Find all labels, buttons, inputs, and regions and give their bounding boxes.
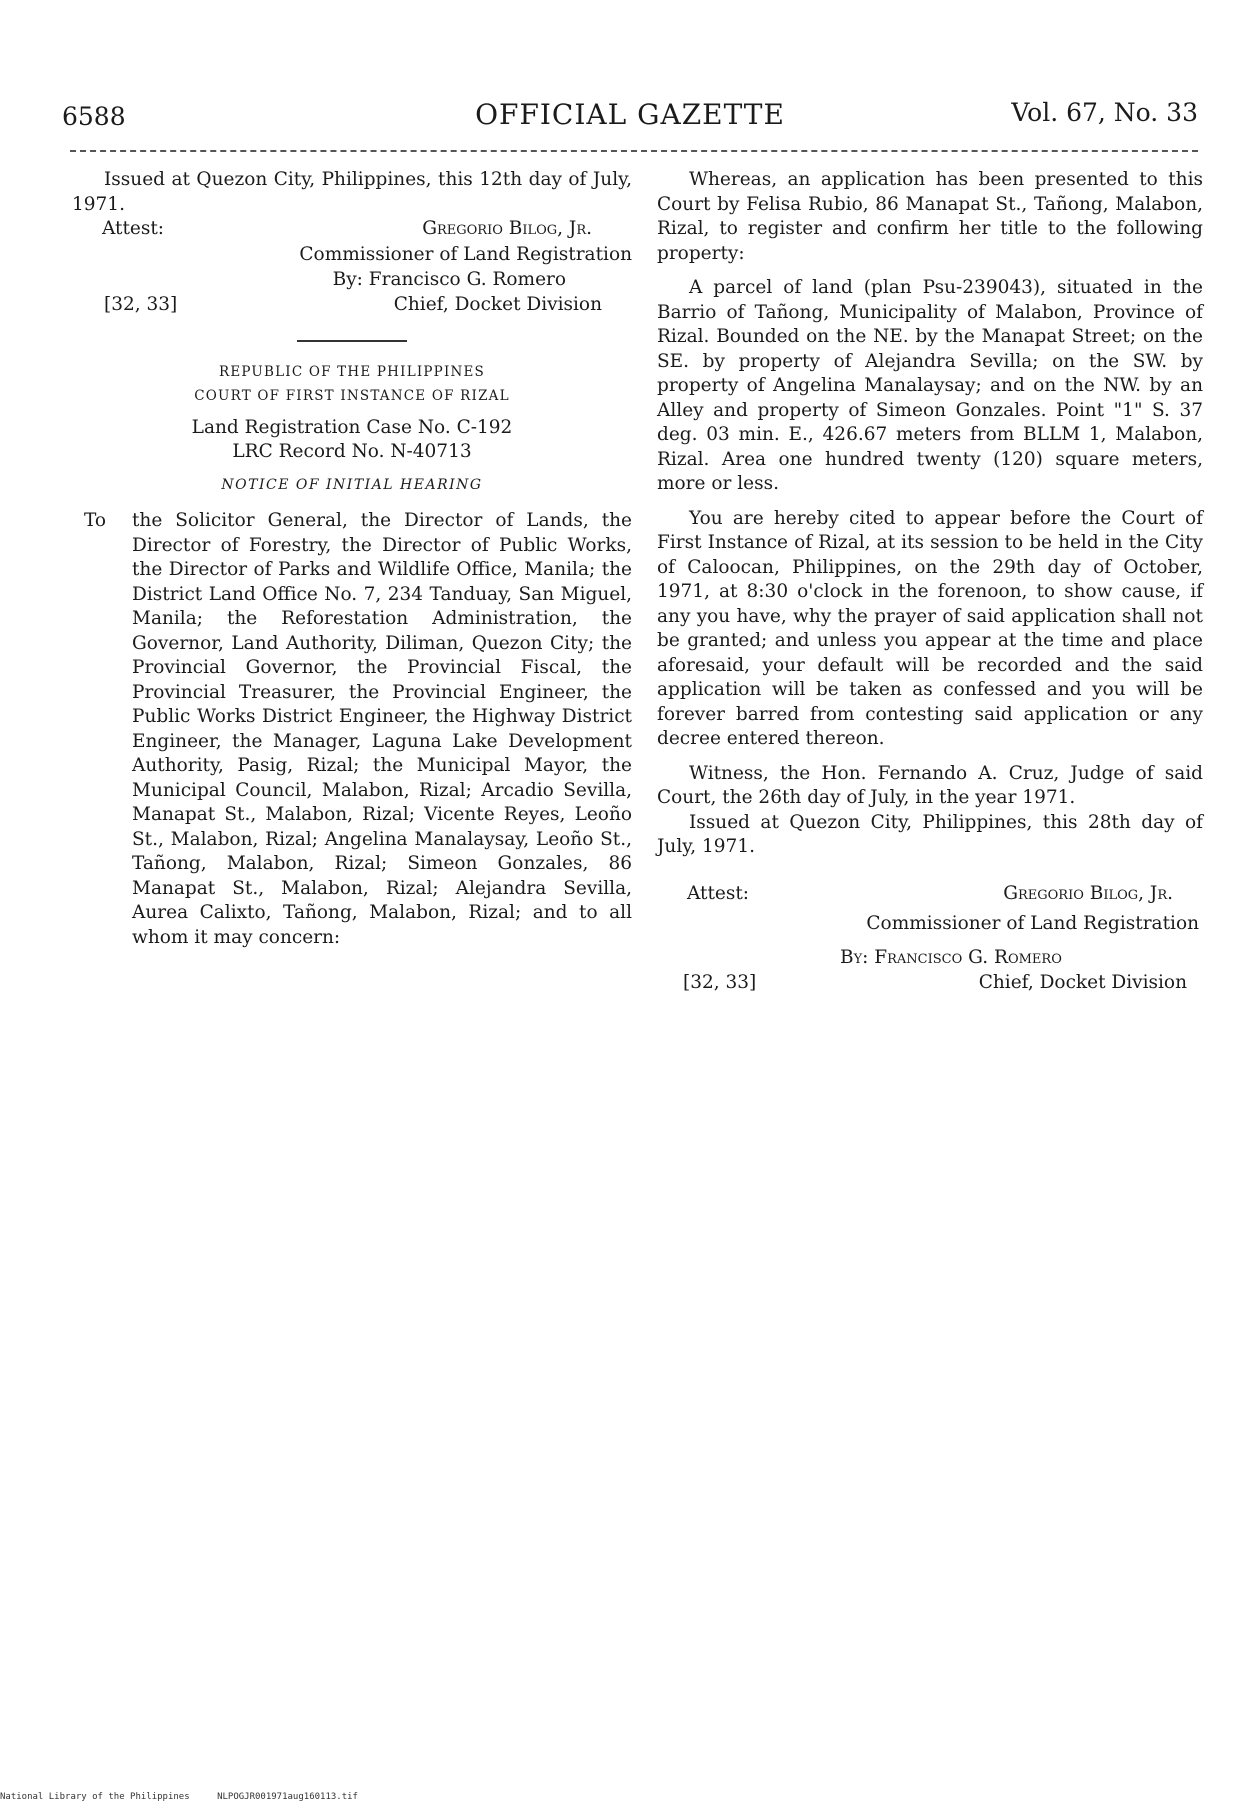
volume-number: Vol. 67, No. 33 [1011,98,1198,127]
left-column [72,168,632,950]
attest-label: Attest: [102,218,165,239]
header-rule [70,150,1198,152]
whereas-paragraph: Whereas, an application has been presented to this Court by Felisa Rubio, 86 Manapat St., Tañong, Malabon, Rizal, to register and confirm her title to the following property: [657,169,1203,264]
to-label: To [84,510,107,531]
commissioner-title: Commissioner of Land Registration [299,244,632,265]
issue-reference-right: [32, 33] [683,972,757,993]
attest-row-right [657,882,1203,912]
chief-row [72,293,632,318]
scan-footer [0,1792,380,1802]
commissioner-name: Gregorio Bilog, Jr. [422,218,592,239]
chief-title-right: Chief, Docket Division [978,972,1187,993]
citation-paragraph: You are hereby cited to appear before the Court of First Instance of Rizal, at its session to be held in the City of Caloocan, Philippines, on the 29th day of October, 1971, at 8:30 o'clock in the forenoon, to show cause, if any you have, why the prayer of said application shall not be granted; and unless you appear at the time and place aforesaid, your default will be recorded and the said application will be taken as confessed and you will be forever barred from contesting said application or any decree entered thereon. [657,507,1203,749]
page-header [62,96,1198,136]
commissioner-name-right: Gregorio Bilog, Jr. [1003,882,1173,904]
parcel-description: A parcel of land (plan Psu-239043), situated in the Barrio of Tañong, Municipality of Malabon, Province of Rizal. Bounded on the NE. by the Manapat Street; on the SE. by property of Alejandra Sevilla; on the SW. by property of Angelina Manalaysay; and on the NW. by an Alley and property of Simeon Gonzales. Point "1" S. 37 deg. 03 min. E., 426.67 meters from BLLM 1, Malabon, Rizal. Area one hundred twenty (120) square meters, more or less. [657,277,1203,494]
by-row-right [657,946,1203,971]
page-number: 6588 [62,102,126,131]
issued-statement-right: Issued at Quezon City, Philippines, this 28th day of July, 1971. [657,811,1203,857]
record-number: LRC Record No. N-40713 [232,441,472,462]
court-heading: COURT OF FIRST INSTANCE OF RIZAL [194,387,510,404]
issue-reference: [32, 33] [104,293,178,315]
by-line: By: Francisco G. Romero [332,268,566,290]
case-number: Land Registration Case No. C-192 [191,416,513,438]
witness-paragraph: Witness, the Hon. Fernando A. Cruz, Judge of said Court, the 26th day of July, in the year 1971. [657,762,1203,808]
chief-row-right [657,971,1203,996]
footer-source: National Library of the Philippines [0,1792,190,1802]
footer-file: NLPOGJR001971aug160113.tif [217,1792,358,1802]
right-column [657,168,1203,996]
commissioner-title-right: Commissioner of Land Registration [866,912,1199,934]
chief-title: Chief, Docket Division [393,293,602,315]
by-row [72,268,632,293]
publication-title: OFFICIAL GAZETTE [475,98,785,131]
attest-label-right: Attest: [687,882,750,904]
addressee-paragraph [72,509,632,950]
attest-row [72,217,632,243]
republic-heading: REPUBLIC OF THE PHILIPPINES [218,363,486,380]
issued-statement: Issued at Quezon City, Philippines, this 12th day of July, 1971. [72,169,632,215]
by-line-right: By: Francisco G. Romero [840,947,1062,968]
addressee-list: the Solicitor General, the Director of Lands, the Director of Forestry, the Director of Public Works, the Director of Parks and Wildlife Office, Manila; the District Land Office No. 7, 234 Tanduay, San Miguel, Manila; the Reforestation Administration, the Governor, Land Authority, Diliman, Quezon City; the Provincial Governor, the Provincial Fiscal, the Provincial Treasurer, the Provincial Engineer, the Public Works District Engineer, the Highway District Engineer, the Manager, Laguna Lake Development Authority, Pasig, Rizal; the Municipal Mayor, the Municipal Council, Malabon, Rizal; Arcadio Sevilla, Manapat St., Malabon, Rizal; Vicente Reyes, Leoño St., Malabon, Rizal; Angelina Manalaysay, Leoño St., Tañong, Malabon, Rizal; Simeon Gonzales, 86 Manapat St., Malabon, Rizal; Alejandra Sevilla, Aurea Calixto, Tañong, Malabon, Rizal; and to all whom it may concern: [132,510,632,948]
notice-title: NOTICE OF INITIAL HEARING [221,476,483,493]
section-divider [297,340,407,342]
